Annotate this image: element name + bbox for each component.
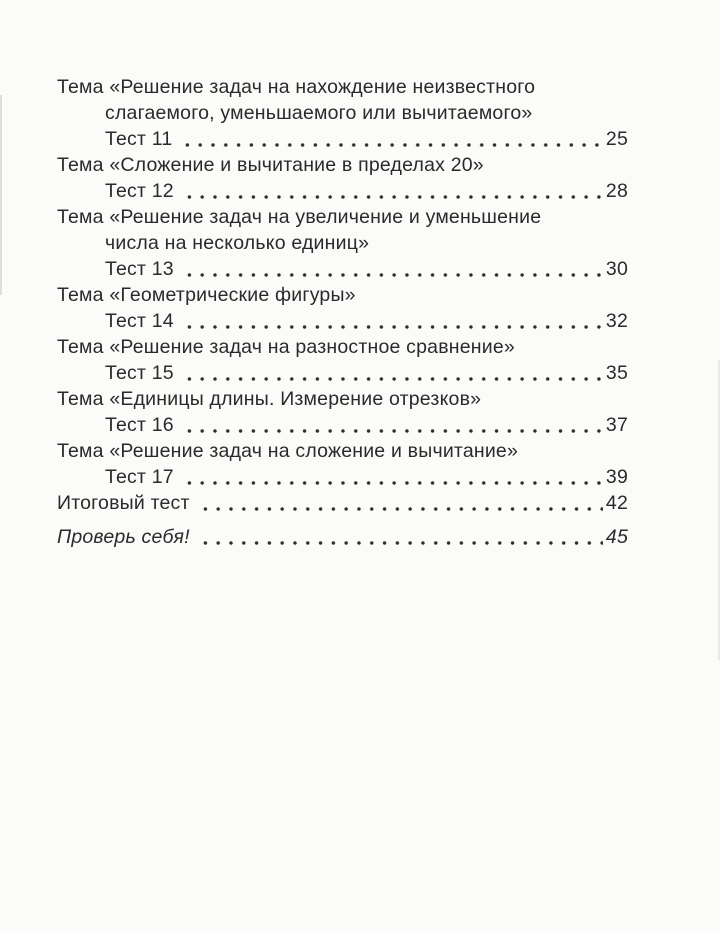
toc-topic-entry (57, 74, 628, 152)
topic-title (57, 334, 628, 360)
topic-title-text: «Единицы длины. Измерение отрезков» (109, 388, 482, 410)
topic-label: Тема (57, 206, 104, 228)
topic-title (57, 204, 628, 256)
test-label: Тест 11 (105, 128, 173, 150)
toc-entry-line (105, 360, 628, 386)
dot-leader (179, 256, 603, 282)
page-number: 30 (605, 258, 628, 280)
test-label: Тест 13 (105, 258, 174, 280)
test-label: Тест 14 (105, 310, 174, 332)
topic-label: Тема (57, 284, 104, 306)
toc-topic-entry (57, 438, 628, 490)
test-label: Тест 16 (105, 414, 174, 436)
toc-topic-entry (57, 152, 628, 204)
dot-leader (179, 412, 603, 438)
toc-topic-entry (57, 386, 628, 438)
dot-leader (195, 490, 603, 516)
toc-entry-line (105, 412, 628, 438)
page-number: 39 (605, 466, 628, 488)
toc-entry-line (105, 126, 628, 152)
topic-title (57, 74, 628, 126)
toc-topic-entry (57, 334, 628, 386)
page-number: 35 (605, 362, 628, 384)
page-number: 45 (605, 526, 628, 548)
toc-entry-line (57, 524, 628, 550)
dot-leader (179, 464, 603, 490)
page-number: 25 (605, 128, 628, 150)
topic-title-text: «Решение задач на увеличение и уменьшение числа на несколько единиц» (105, 206, 542, 254)
topic-title (57, 386, 628, 412)
topic-title (57, 152, 628, 178)
dot-leader (179, 178, 603, 204)
dot-leader (179, 308, 603, 334)
topic-title-text: «Геометрические фигуры» (109, 284, 356, 306)
topic-label: Тема (57, 336, 104, 358)
toc-entry-line (105, 178, 628, 204)
toc-entry-line (105, 256, 628, 282)
toc-entry-line (105, 464, 628, 490)
page-number: 32 (605, 310, 628, 332)
topic-label: Тема (57, 76, 104, 98)
scan-edge-artifact-left (0, 95, 2, 295)
page-number: 37 (605, 414, 628, 436)
toc-topic-entry (57, 204, 628, 282)
toc-entry-line (105, 308, 628, 334)
topic-title (57, 282, 628, 308)
dot-leader (195, 524, 603, 550)
topic-title-text: «Решение задач на разностное сравнение» (109, 336, 515, 358)
topic-label: Тема (57, 440, 104, 462)
topic-title-text: «Сложение и вычитание в пределах 20» (109, 154, 484, 176)
page-number: 42 (605, 492, 628, 514)
test-label: Тест 15 (105, 362, 174, 384)
test-label: Тест 17 (105, 466, 174, 488)
topic-label: Тема (57, 154, 104, 176)
topic-title (57, 438, 628, 464)
page-number: 28 (605, 180, 628, 202)
table-of-contents (57, 74, 628, 550)
dot-leader (179, 360, 603, 386)
dot-leader (177, 126, 603, 152)
toc-topic-entry (57, 282, 628, 334)
test-label: Тест 12 (105, 180, 174, 202)
topic-title-text: «Решение задач на нахождение неизвестного слагаемого, уменьшаемого или вычитаемого» (105, 76, 536, 124)
topic-title-text: «Решение задач на сложение и вычитание» (109, 440, 519, 462)
entry-label: Проверь себя! (57, 526, 190, 548)
toc-entry-line (57, 490, 628, 516)
topic-label: Тема (57, 388, 104, 410)
entry-label: Итоговый тест (57, 492, 190, 514)
